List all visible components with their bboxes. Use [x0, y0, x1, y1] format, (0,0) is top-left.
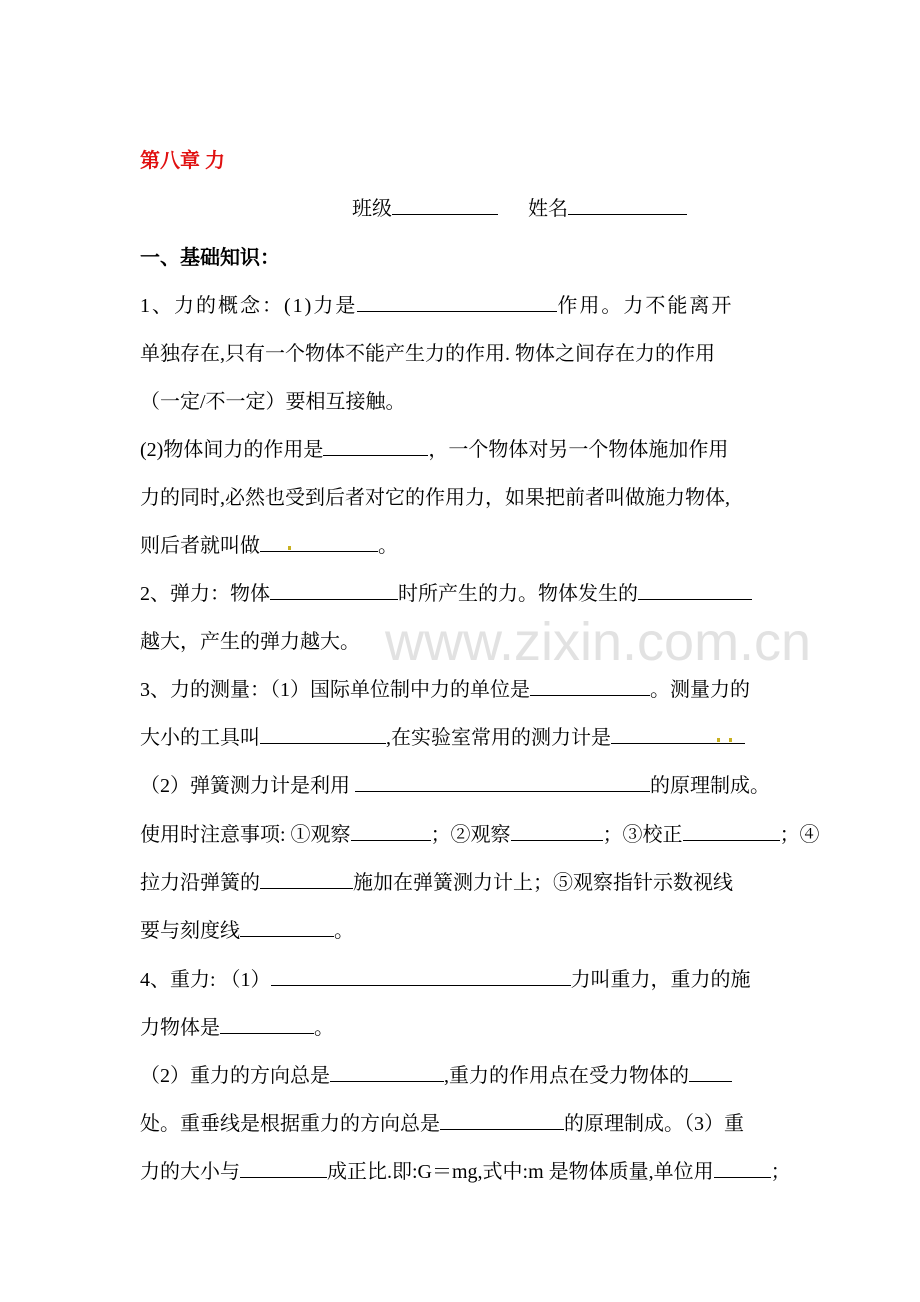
fill-blank[interactable] [351, 822, 431, 841]
fill-blank[interactable] [511, 822, 603, 841]
text: （2）弹簧测力计是利用 [140, 775, 355, 797]
question-line: 单独存在,只有一个物体不能产生力的作用. 物体之间存在力的作用 [140, 343, 715, 365]
text: ； [770, 1161, 791, 1183]
watermark: www.zixin.com.cn [385, 612, 812, 672]
question-line [140, 1063, 732, 1089]
text: 要与刻度线 [140, 920, 240, 942]
text: (2)物体间力的作用是 [140, 439, 324, 461]
question-line: 越大，产生的弹力越大。 [140, 631, 360, 653]
question-line [140, 1159, 791, 1185]
text: 拉力沿弹簧的 [140, 872, 260, 894]
text: 1、力的概念：(1)力是 [140, 295, 358, 317]
fill-blank[interactable] [611, 725, 745, 744]
text: ；②观察 [430, 824, 511, 846]
name-field[interactable] [568, 196, 687, 215]
section-heading: 一、基础知识： [140, 247, 280, 269]
text: ,重力的作用点在受力物体的 [444, 1065, 689, 1087]
text: 则后者就叫做 [140, 535, 260, 557]
text: 处。重垂线是根据重力的方向总是 [140, 1113, 440, 1135]
class-label: 班级 [352, 198, 392, 220]
text: ，一个物体对另一个物体施加作用 [428, 439, 729, 461]
text: 成正比.即:G＝mg,式中:m 是物体质量,单位用 [327, 1161, 714, 1183]
text: 。 [334, 920, 354, 942]
fill-blank[interactable] [689, 1063, 732, 1082]
question-line [140, 437, 728, 463]
text: 作用。力不能离开 [557, 295, 734, 317]
fill-blank[interactable] [260, 533, 378, 552]
question-line [140, 1111, 744, 1137]
fill-blank[interactable] [271, 967, 571, 986]
fill-blank[interactable] [260, 725, 386, 744]
question-line [140, 918, 354, 944]
text: 2、弹力：物体 [140, 583, 270, 605]
question-line [140, 870, 733, 896]
fill-blank[interactable] [240, 1159, 327, 1178]
fill-blank[interactable] [270, 581, 398, 600]
text: 3、力的测量：（1）国际单位制中力的单位是 [140, 679, 530, 701]
text: 。 [314, 1017, 334, 1039]
text: 力叫重力，重力的施 [570, 969, 751, 991]
text: 大小的工具叫 [140, 727, 260, 749]
text: 的原理制成。（3）重 [564, 1113, 744, 1135]
question-line [140, 967, 751, 993]
fill-blank[interactable] [638, 581, 752, 600]
text: ,在实验室常用的测力计是 [386, 727, 611, 749]
fill-blank[interactable] [714, 1159, 771, 1178]
class-field[interactable] [392, 196, 498, 215]
text: （2）重力的方向总是 [140, 1065, 330, 1087]
text: 使用时注意事项: ①观察 [140, 824, 351, 846]
text: 施加在弹簧测力计上；⑤观察指针示数视线 [353, 872, 733, 894]
class-name-row [352, 196, 687, 222]
fill-blank[interactable] [240, 918, 334, 937]
question-line [140, 677, 750, 703]
text: 力的大小与 [140, 1161, 240, 1183]
fill-blank[interactable] [260, 870, 353, 889]
text: 力物体是 [140, 1017, 220, 1039]
fill-blank[interactable] [683, 822, 780, 841]
question-line [140, 773, 770, 799]
fill-blank[interactable] [530, 677, 650, 696]
question-line: 力的同时,必然也受到后者对它的作用力，如果把前者叫做施力物体, [140, 487, 730, 509]
question-line [140, 725, 745, 751]
text: 的原理制成。 [650, 775, 770, 797]
question-line: （一定/不一定）要相互接触。 [140, 391, 406, 413]
fill-blank[interactable] [355, 773, 650, 792]
question-line [140, 293, 733, 319]
text: ；③校正 [602, 824, 683, 846]
fill-blank[interactable] [357, 293, 557, 312]
fill-blank[interactable] [440, 1111, 564, 1130]
question-line [140, 581, 752, 607]
text: 时所产生的力。物体发生的 [398, 583, 638, 605]
question-line [140, 822, 820, 848]
text: 4、重力: （1） [140, 969, 271, 991]
fill-blank[interactable] [323, 437, 428, 456]
fill-blank[interactable] [220, 1015, 314, 1034]
text: 。测量力的 [650, 679, 750, 701]
text: ；④ [779, 824, 820, 846]
name-label: 姓名 [528, 198, 568, 220]
question-line [140, 1015, 334, 1041]
fill-blank[interactable] [330, 1063, 444, 1082]
chapter-title: 第八章 力 [140, 150, 225, 172]
question-line [140, 533, 398, 559]
text: 。 [378, 535, 398, 557]
